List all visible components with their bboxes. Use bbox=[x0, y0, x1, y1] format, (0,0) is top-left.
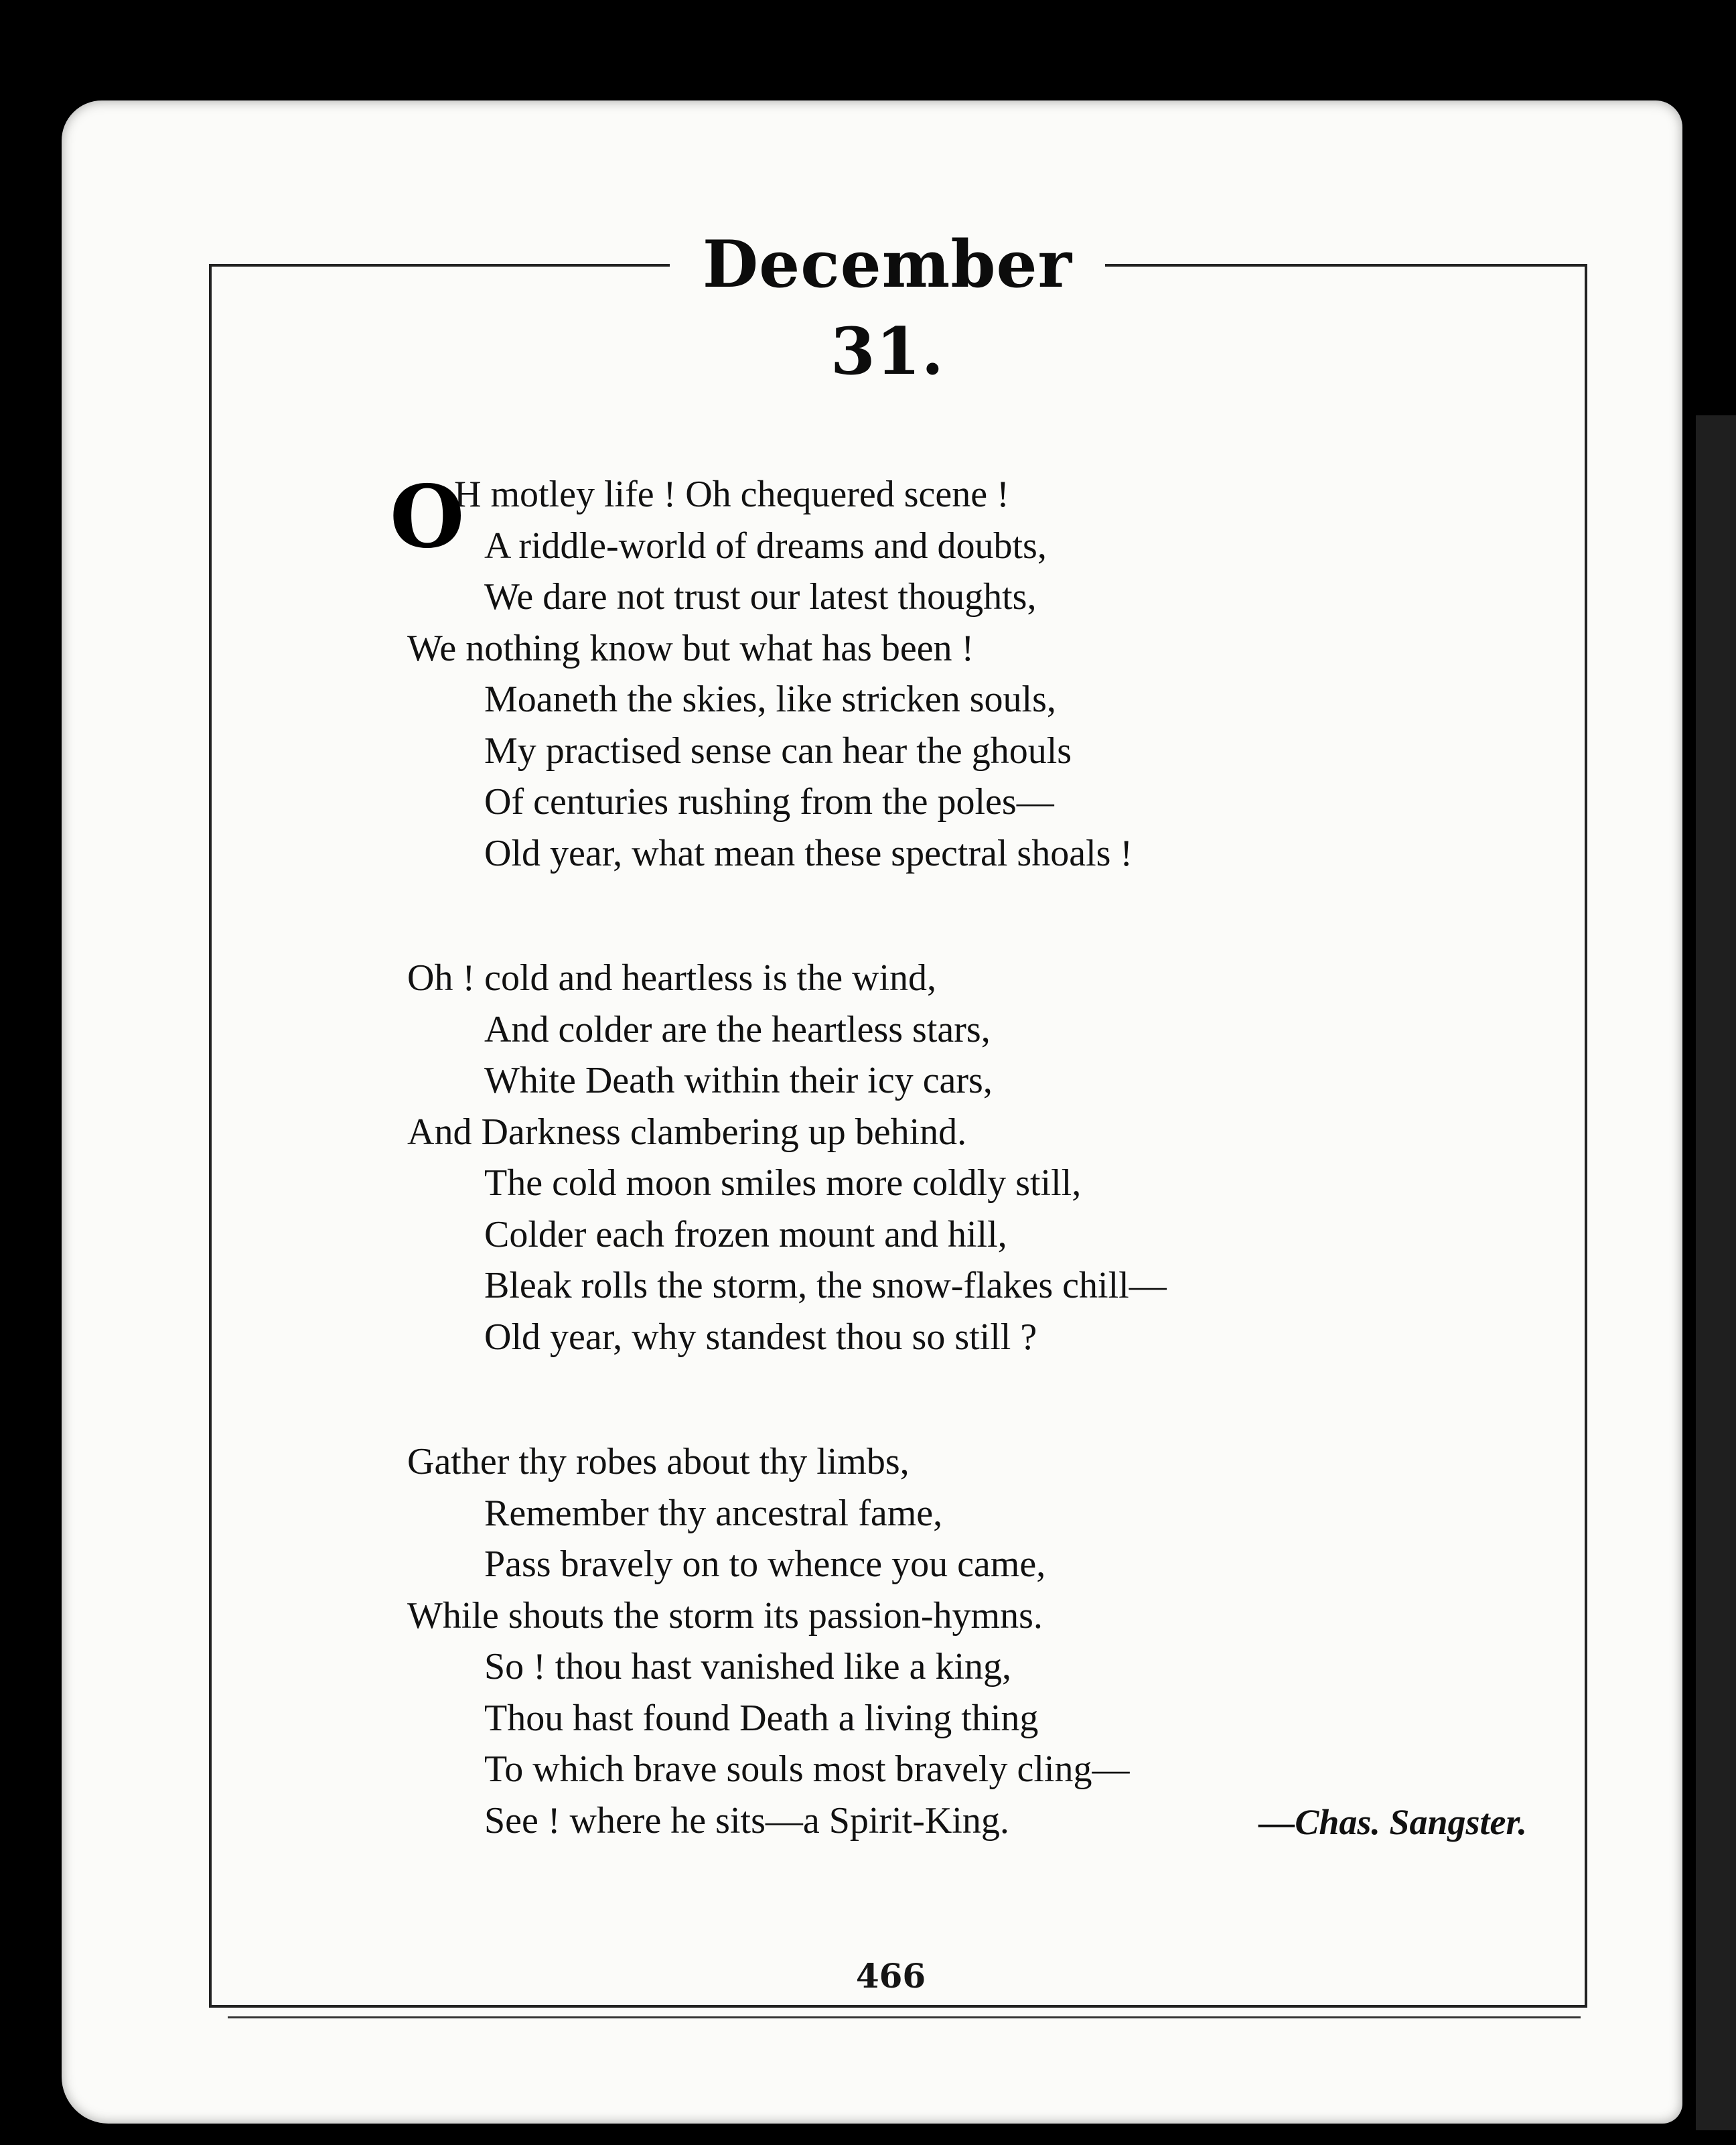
poem-line: Bleak rolls the storm, the snow-flakes chill— bbox=[484, 1265, 1167, 1306]
poem-line: To which brave souls most bravely cling— bbox=[484, 1748, 1130, 1790]
poem-line: Thou hast found Death a living thing bbox=[484, 1697, 1039, 1739]
poem-line: Moaneth the skies, like stricken souls, bbox=[484, 679, 1056, 720]
poem-line: Colder each frozen mount and hill, bbox=[484, 1213, 1007, 1255]
poem-line: Gather thy robes about thy limbs, bbox=[407, 1441, 910, 1482]
poem-line: Remember thy ancestral fame, bbox=[484, 1492, 943, 1534]
stanza-3 bbox=[407, 1436, 1479, 1846]
page-number: 466 bbox=[855, 1956, 926, 1996]
drop-cap-letter: O bbox=[390, 467, 465, 567]
poem-line: See ! where he sits—a Spirit-King. bbox=[484, 1799, 1009, 1842]
poem-line: So ! thou hast vanished like a king, bbox=[484, 1646, 1012, 1687]
poem-line: Of centuries rushing from the poles— bbox=[484, 781, 1054, 823]
poem-line: And Darkness clambering up behind. bbox=[407, 1111, 967, 1153]
stanza-1 bbox=[390, 467, 1479, 879]
poem-line: White Death within their icy cars, bbox=[484, 1060, 993, 1101]
page-title: December 31. bbox=[670, 221, 1105, 308]
bottom-rule bbox=[228, 2016, 1581, 2018]
poem-line: We dare not trust our latest thoughts, bbox=[484, 576, 1037, 618]
poem-line: My practised sense can hear the ghouls bbox=[484, 730, 1072, 772]
poem-line: We nothing know but what has been ! bbox=[407, 627, 974, 669]
poem-line: Old year, what mean these spectral shoals ! bbox=[484, 832, 1133, 874]
poem-line: A riddle-world of dreams and doubts, bbox=[484, 525, 1047, 567]
poem-line: The cold moon smiles more coldly still, bbox=[484, 1162, 1082, 1204]
poem-attribution: —Chas. Sangster. bbox=[1258, 1802, 1527, 1842]
poem-line: Old year, why standest thou so still ? bbox=[484, 1316, 1037, 1358]
poem-line-text: H motley life ! Oh chequered scene ! bbox=[454, 474, 1009, 515]
poem-line: Pass bravely on to whence you came, bbox=[484, 1543, 1046, 1585]
poem-line: And colder are the heartless stars, bbox=[484, 1008, 991, 1050]
scan-edge bbox=[1696, 415, 1736, 2130]
poem-line: While shouts the storm its passion-hymns. bbox=[407, 1594, 1043, 1637]
poem-body bbox=[390, 467, 1479, 1920]
poem-line: Oh ! cold and heartless is the wind, bbox=[407, 957, 937, 999]
stanza-2 bbox=[407, 953, 1479, 1363]
